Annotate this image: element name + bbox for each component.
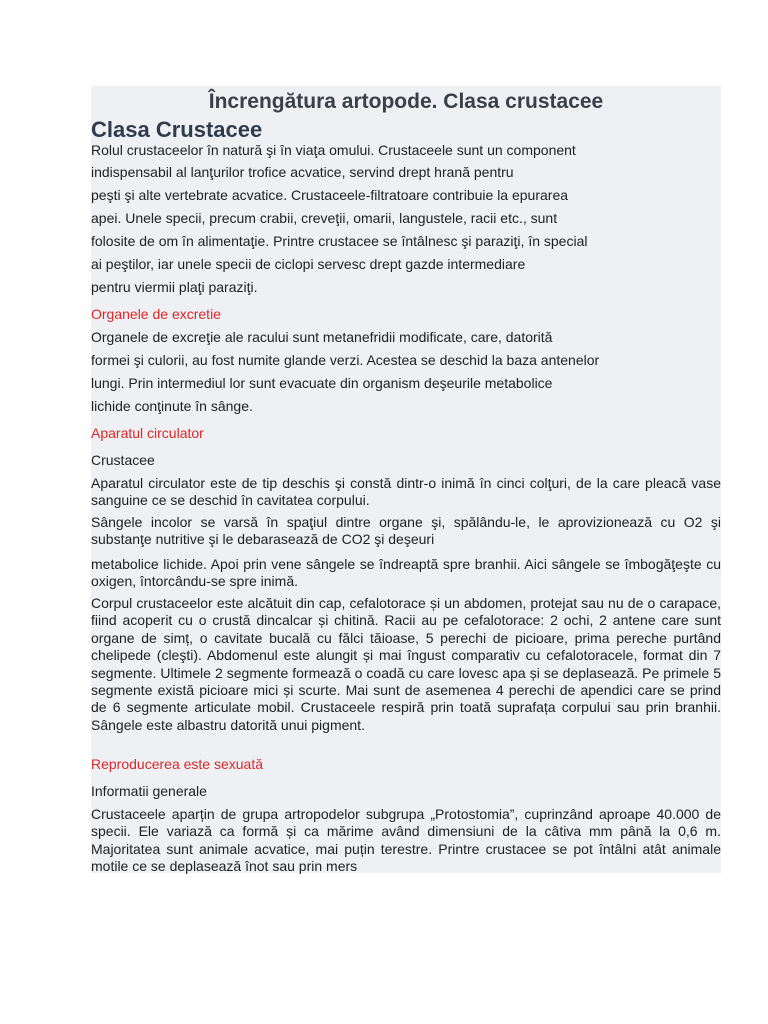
intro-line: pentru viermii plaţi paraziţi. [91,279,258,295]
general-info-label: Informatii generale [91,783,207,799]
circulatory-label: Crustacee [91,452,155,468]
circulatory-paragraph: metabolice lichide. Apoi prin vene sângele se îndreaptă spre branhii. Aici sângele se îmbogăţeşte cu oxigen, întorcându-se spre inimă. [91,556,721,590]
circulatory-heading: Aparatul circulator [91,425,204,441]
intro-line: ai peştilor, iar unele specii de ciclopi servesc drept gazde intermediare [91,256,526,272]
excretion-line: Organele de excreţie ale racului sunt metanefridii modificate, care, datorită [91,329,553,345]
intro-line: folosite de om în alimentaţie. Printre crustacee se întâlnesc şi paraziţi, în special [91,233,588,249]
general-info-paragraph: Crustaceele aparțin de grupa artropodelor subgrupa „Protostomia”, cuprinzând aproape 40.000 de specii. Ele variază ca formă și ca mărime având dimensiuni de la câtiva mm până la 0,6 m. Majoritatea sunt animale acvatice, mai puțin terestre. Printre crustacee se pot întâlni atât animale motile ce se deplasează înot sau prin mers [91,806,721,875]
circulatory-paragraph: Sângele incolor se varsă în spaţiul dintre organe şi, spălându-le, le aprovizionează cu O2 şi substanţe nutritive şi le debarasează de CO2 şi deşeuri [91,514,721,548]
intro-line: apei. Unele specii, precum crabii, creveţii, omarii, langustele, racii etc., sunt [91,210,558,226]
body-structure-paragraph: Corpul crustaceelor este alcătuit din cap, cefalotorace și un abdomen, protejat sau nu de o carapace, fiind acoperit cu o crustă dincalcar și chitină. Racii au pe cefalotorace: 2 ochi, 2 antene care sunt organe de simț, o cavitate bucală cu fălci tăioase, 5 perechi de picioare, prima pereche purtând chelipede (cleşti). Abdomenul este alungit și mai îngust comparativ cu cefalotoracele, format din 7 segmente. Ultimele 2 segmente formează o coadă cu care lovesc apa și se deplasează. Pe primele 5 segmente există picioare mici și scurte. Mai sunt de asemenea 4 perechi de apendici care se prind de 6 segmente articulate mobil. Crustaceele respiră prin toată suprafața corpului sau prin branhii. Sângele este albastru datorită unui pigment. [91,595,721,733]
section-title: Clasa Crustacee [91,117,263,142]
excretion-heading: Organele de excretie [91,306,221,322]
intro-line: Rolul crustaceelor în natură şi în viaţa omului. Crustaceele sunt un component [91,142,576,158]
excretion-line: formei şi culorii, au fost numite glande verzi. Acestea se deschid la baza antenelor [91,352,600,368]
excretion-line: lichide conţinute în sânge. [91,398,253,414]
intro-line: indispensabil al lanţurilor trofice acvatice, servind drept hrană pentru [91,164,514,180]
intro-line: peşti şi alte vertebrate acvatice. Crustaceele-filtratoare contribuie la epurarea [91,187,569,203]
reproduction-heading: Reproducerea este sexuată [91,756,263,772]
circulatory-paragraph: Aparatul circulator este de tip deschis şi constă dintr-o inimă în cinci colţuri, de la care pleacă vase sanguine ce se deschid în cavitatea corpului. [91,475,721,509]
page-title: Încrengătura artopode. Clasa crustacee [208,90,604,113]
excretion-line: lungi. Prin intermediul lor sunt evacuate din organism deşeurile metabolice [91,375,553,391]
